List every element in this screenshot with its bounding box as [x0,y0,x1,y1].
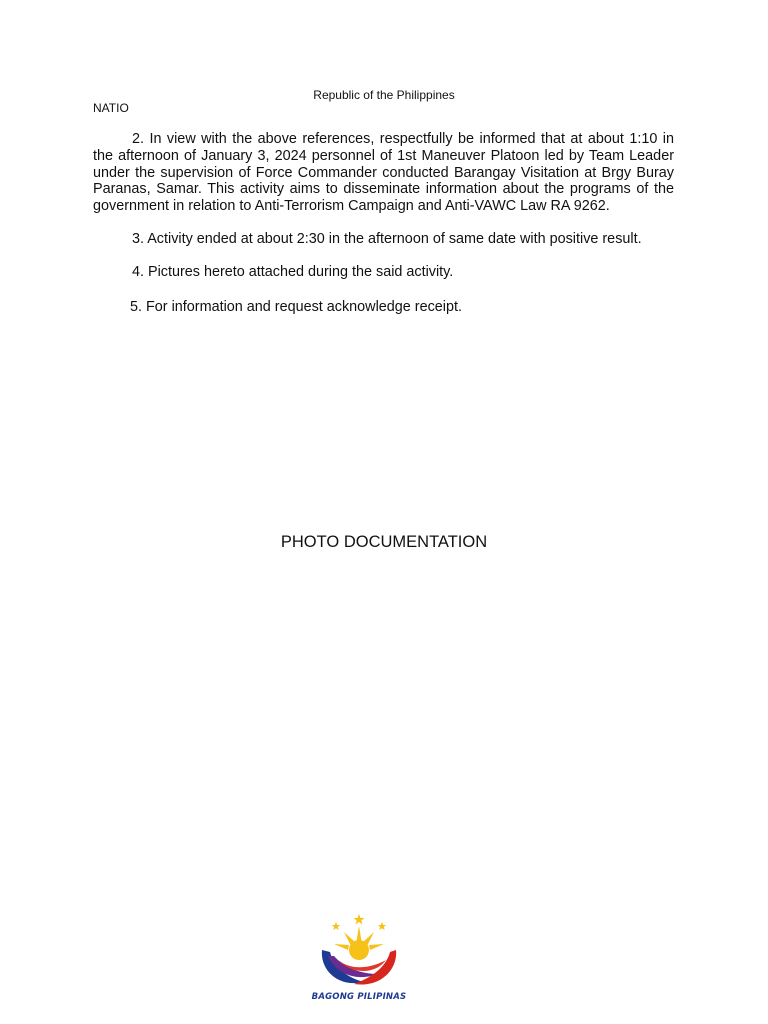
photo-documentation-title: PHOTO DOCUMENTATION [280,533,488,551]
paragraph-3: 3. Activity ended at about 2:30 in the afternoon of same date with positive result. [132,230,642,247]
logo-text: BAGONG PILIPINAS [311,992,407,1002]
star-icon [354,914,365,925]
paragraph-4: 4. Pictures hereto attached during the said activity. [132,263,454,280]
sun-icon [334,926,384,960]
paragraph-5: 5. For information and request acknowledge receipt. [130,298,462,315]
star-icon [378,922,386,930]
bagong-pilipinas-emblem-icon [306,912,412,992]
star-icon [332,922,340,930]
header-title: Republic of the Philippines [313,88,455,102]
document-body [93,131,674,331]
header-cut-text: NATIO [93,101,129,115]
paragraph-2: 2. In view with the above references, respectfully be informed that at about 1:10 in the afternoon of January 3, 2024 personnel of 1st Maneuver Platoon led by Team Leader under the supervision of Force Commander conducted Barangay Visitation at Brgy Buray Paranas, Samar. This activity aims to disseminate information about the programs of the government in relation to Anti-Terrorism Campaign and Anti-VAWC Law RA 9262. [93,131,674,215]
bagong-pilipinas-logo [306,912,412,1004]
